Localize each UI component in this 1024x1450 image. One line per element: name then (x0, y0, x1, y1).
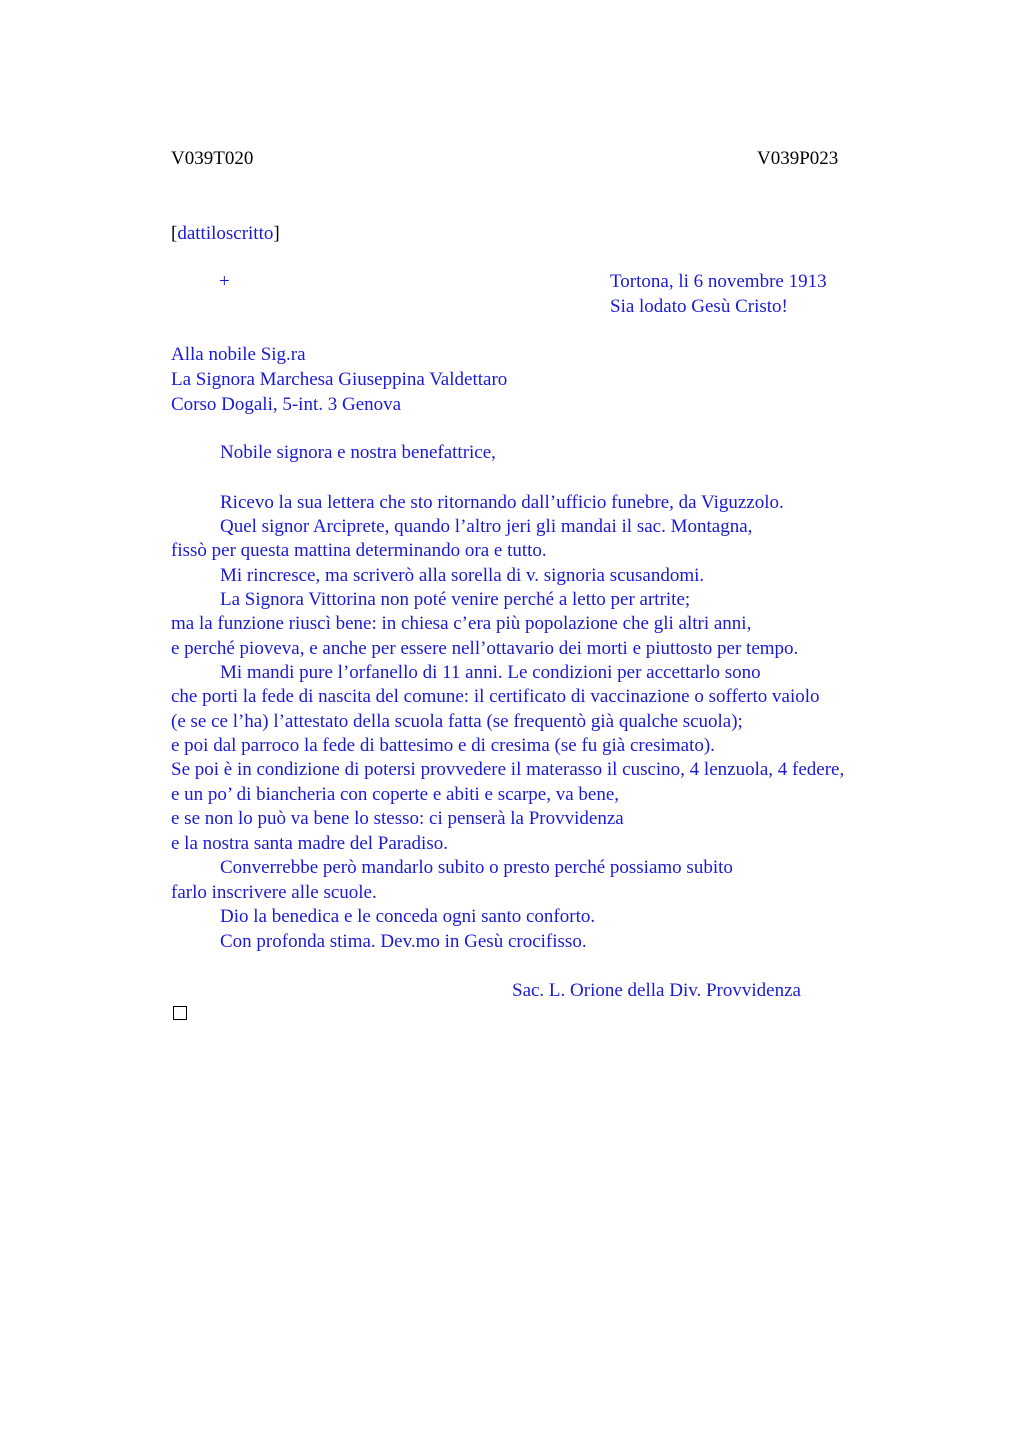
bracket-close: ] (273, 223, 280, 244)
body-line: e se non lo può va bene lo stesso: ci penserà la Provvidenza (171, 808, 624, 829)
body-line: Se poi è in condizione di potersi provvedere il materasso il cuscino, 4 lenzuola, 4 federe, (171, 759, 845, 780)
address-line: La Signora Marchesa Giuseppina Valdettaro (171, 369, 508, 390)
body-line: La Signora Vittorina non poté venire perché a letto per artrite; (220, 589, 691, 610)
salutation: Nobile signora e nostra benefattrice, (220, 442, 496, 463)
place-date: Tortona, li 6 novembre 1913 (610, 271, 827, 292)
body-line: ma la funzione riuscì bene: in chiesa c’era più popolazione che gli altri anni, (171, 613, 752, 634)
bracket-open: [ (171, 223, 178, 244)
body-line: e poi dal parroco la fede di battesimo e di cresima (se fu già cresimato). (171, 735, 715, 756)
body-line: e perché pioveva, e anche per essere nell’ottavario dei morti e piuttosto per tempo. (171, 638, 799, 659)
body-line: Mi mandi pure l’orfanello di 11 anni. Le condizioni per accettarlo sono (220, 662, 761, 683)
body-line: Dio la benedica e le conceda ogni santo conforto. (220, 906, 596, 927)
body-line: Ricevo la sua lettera che sto ritornando dall’ufficio funebre, da Viguzzolo. (220, 492, 784, 513)
body-line: e un po’ di biancheria con coperte e abiti e scarpe, va bene, (171, 784, 620, 805)
address-line: Corso Dogali, 5-int. 3 Genova (171, 394, 402, 415)
end-marker-box (173, 1006, 187, 1020)
body-line: Quel signor Arciprete, quando l’altro jeri gli mandai il sac. Montagna, (220, 516, 753, 537)
body-line: Con profonda stima. Dev.mo in Gesù crocifisso. (220, 931, 587, 952)
document-type-label: dattiloscritto (177, 223, 274, 244)
body-line: farlo inscrivere alle scuole. (171, 882, 377, 903)
body-line: e la nostra santa madre del Paradiso. (171, 833, 448, 854)
cross-symbol: + (219, 271, 230, 292)
document-type (171, 224, 280, 243)
document-code-left: V039T020 (171, 148, 254, 169)
body-line: fissò per questa mattina determinando ora e tutto. (171, 540, 547, 561)
body-line: Mi rincresce, ma scriverò alla sorella di v. signoria scusandomi. (220, 565, 705, 586)
body-line: Converrebbe però mandarlo subito o presto perché possiamo subito (220, 857, 733, 878)
document-code-right: V039P023 (757, 148, 839, 169)
body-line: che porti la fede di nascita del comune: il certificato di vaccinazione o sofferto vaiolo (171, 686, 820, 707)
body-line: (e se ce l’ha) l’attestato della scuola fatta (se frequentò già qualche scuola); (171, 711, 743, 732)
address-line: Alla nobile Sig.ra (171, 344, 306, 365)
greeting-motto: Sia lodato Gesù Cristo! (610, 296, 788, 317)
signature: Sac. L. Orione della Div. Provvidenza (512, 980, 801, 1001)
